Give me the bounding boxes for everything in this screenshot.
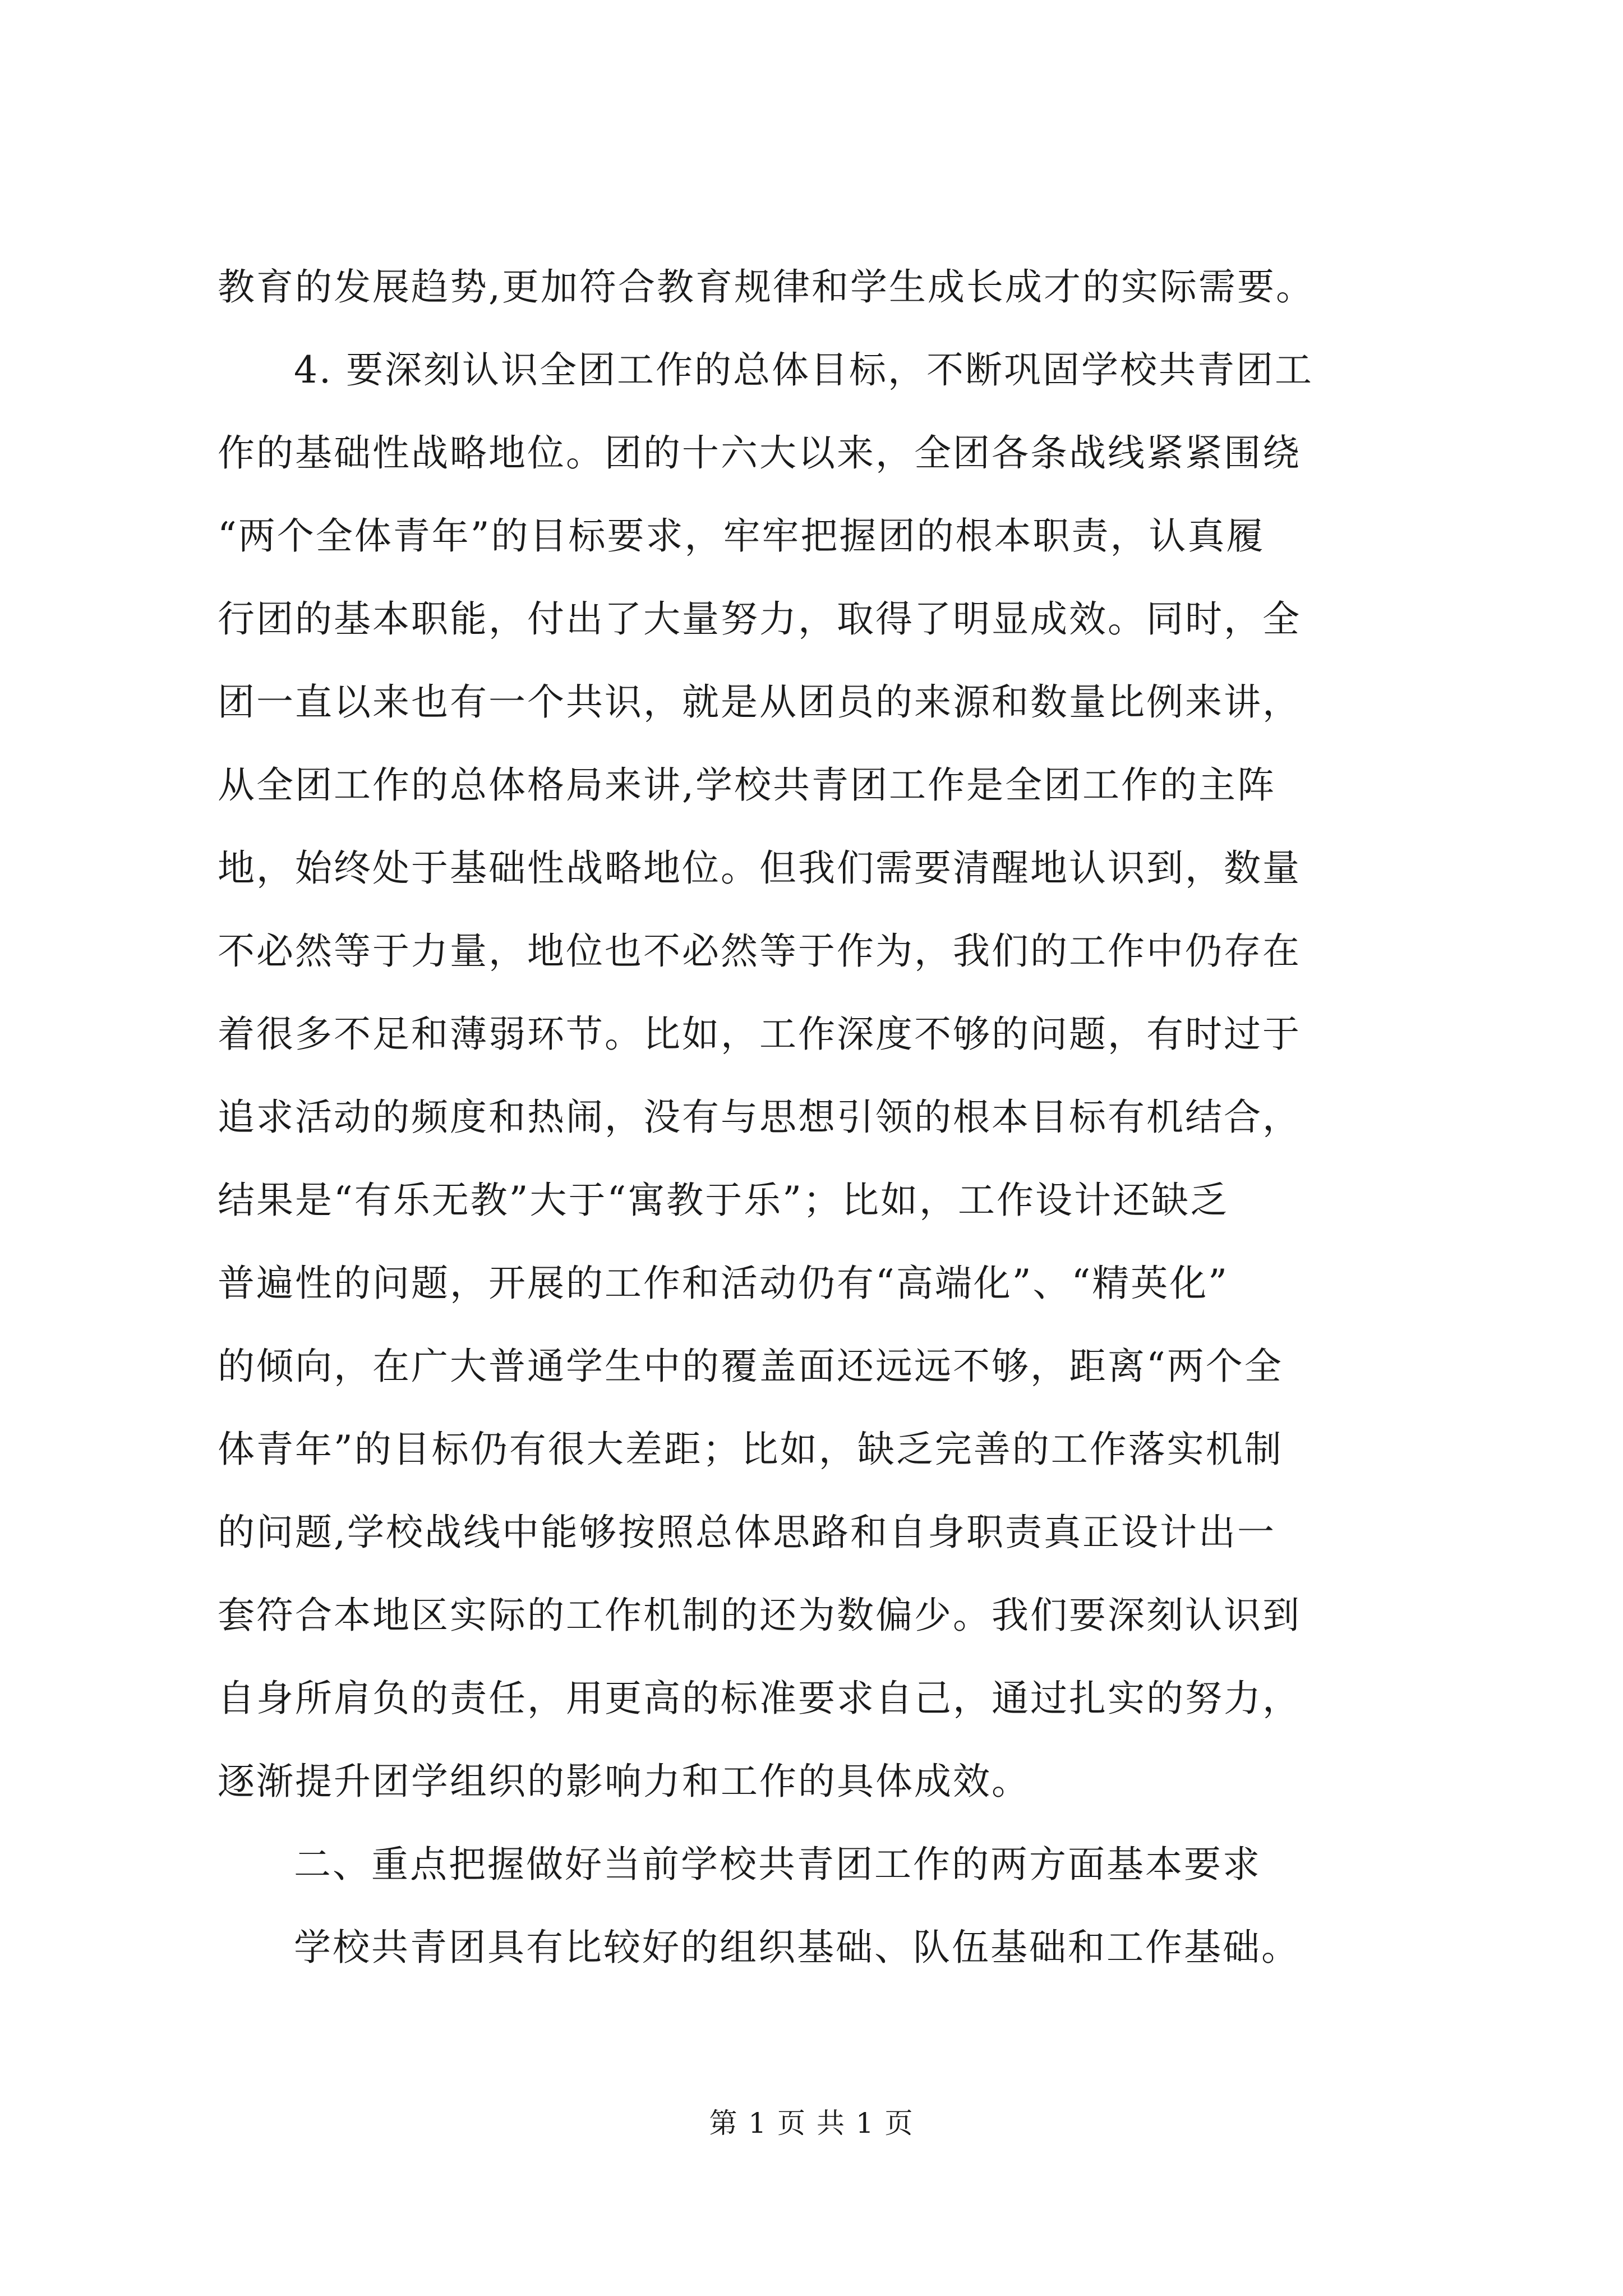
text-line-21: 学校共青团具有比较好的组织基础、队伍基础和工作基础。	[294, 1926, 1300, 1969]
text-line-9: 不必然等于力量，地位也不必然等于作为，我们的工作中仍存在	[218, 930, 1301, 973]
text-line-16: 的问题,学校战线中能够按照总体思路和自身职责真正设计出一	[218, 1511, 1276, 1554]
text-line-5: 行团的基本职能，付出了大量努力，取得了明显成效。同时，全	[218, 597, 1301, 641]
text-line-19: 逐渐提升团学组织的影响力和工作的具体成效。	[218, 1760, 1030, 1803]
text-line-18: 自身所肩负的责任，用更高的标准要求自己，通过扎实的努力，	[218, 1677, 1301, 1720]
page-footer: 第 1 页 共 1 页	[709, 2107, 914, 2139]
text-line-12: 结果是“有乐无教”大于“寓教于乐”；比如，工作设计还缺乏	[218, 1179, 1229, 1222]
text-line-3: 作的基础性战略地位。团的十六大以来，全团各条战线紧紧围绕	[218, 431, 1301, 475]
text-line-6: 团一直以来也有一个共识，就是从团员的来源和数量比例来讲，	[218, 680, 1301, 724]
section-heading: 二、重点把握做好当前学校共青团工作的两方面基本要求	[294, 1843, 1261, 1886]
text-line-10: 着很多不足和薄弱环节。比如，工作深度不够的问题，有时过于	[218, 1013, 1301, 1056]
text-line-4: “两个全体青年”的目标要求，牢牢把握团的根本职责，认真履	[218, 514, 1265, 558]
body-text	[218, 246, 1451, 1989]
text-line-14: 的倾向，在广大普通学生中的覆盖面还远远不够，距离“两个全	[218, 1345, 1283, 1388]
text-line-11: 追求活动的频度和热闹，没有与思想引领的根本目标有机结合，	[218, 1096, 1301, 1139]
text-line-7: 从全团工作的总体格局来讲,学校共青团工作是全团工作的主阵	[218, 763, 1276, 807]
text-line-15: 体青年”的目标仍有很大差距；比如，缺乏完善的工作落实机制	[218, 1428, 1283, 1471]
text-line-1: 教育的发展趋势,更加符合教育规律和学生成长成才的实际需要。	[218, 265, 1315, 309]
text-line-8: 地，始终处于基础性战略地位。但我们需要清醒地认识到，数量	[218, 846, 1301, 890]
text-line-17: 套符合本地区实际的工作机制的还为数偏少。我们要深刻认识到	[218, 1594, 1301, 1637]
text-line-13: 普遍性的问题，开展的工作和活动仍有“高端化”、“精英化”	[218, 1262, 1229, 1305]
text-line-2: 4. 要深刻认识全团工作的总体目标，不断巩固学校共青团工	[294, 348, 1313, 392]
